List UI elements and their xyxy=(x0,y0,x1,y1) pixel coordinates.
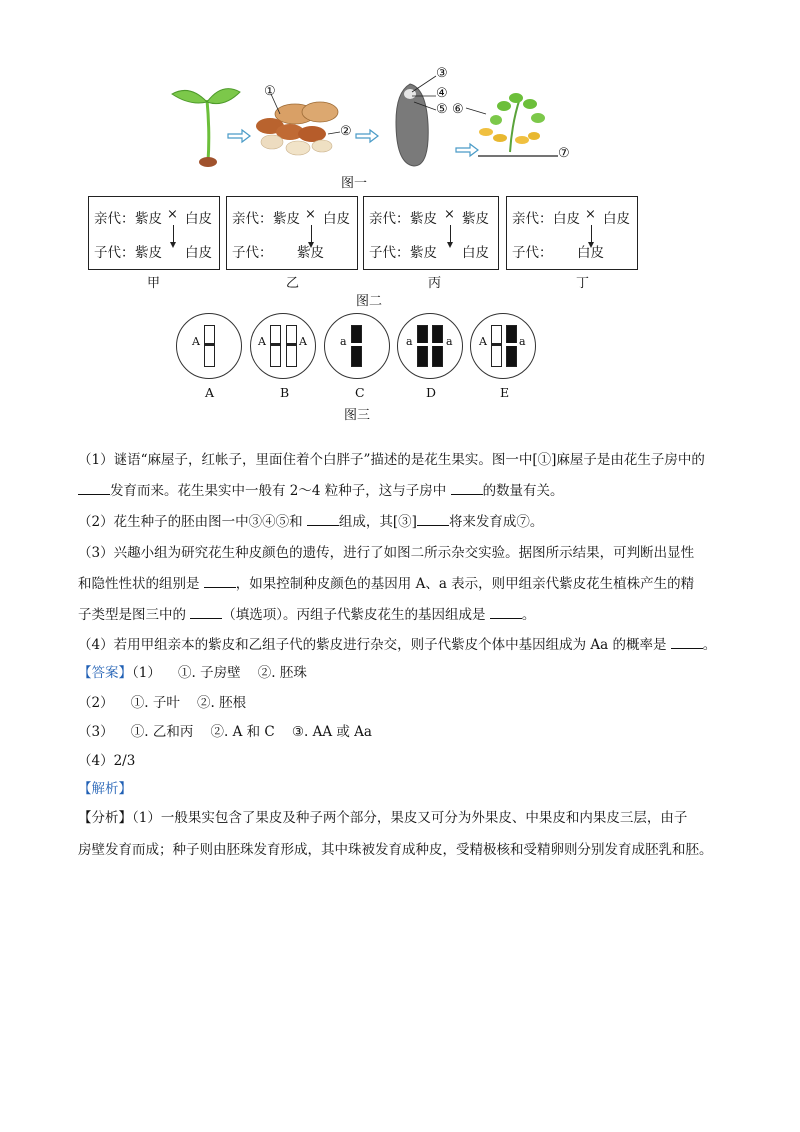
gene-right: a xyxy=(446,335,453,348)
chromosome-white-1 xyxy=(270,325,281,367)
figure-1-illustration xyxy=(160,62,580,172)
cross-symbol: × xyxy=(305,207,316,222)
question-3-line-2: 和隐性性状的组别是 ，如果控制种皮颜色的基因用 A、a 表示，则甲组亲代紫皮花生植株产生的精 xyxy=(78,576,695,592)
arrow-3 xyxy=(456,144,478,156)
parent-1: 白皮 xyxy=(553,211,580,227)
cross-name-ding: 丁 xyxy=(576,276,590,291)
parent-2: 白皮 xyxy=(603,211,630,227)
answer-blank xyxy=(204,575,236,588)
gene-left: A xyxy=(192,335,200,348)
peanut-seed-image xyxy=(396,76,436,166)
answer-line-3: （3） ①. 乙和丙 ②. A 和 C ③. AA 或 Aa xyxy=(78,724,372,740)
parent-1: 紫皮 xyxy=(273,211,300,227)
offspring-2: 白皮 xyxy=(185,245,212,261)
label-3: ③ xyxy=(436,66,448,81)
gene-right: a xyxy=(519,335,526,348)
cell-c xyxy=(324,313,390,379)
chromosome-black-1 xyxy=(417,325,428,367)
cell-a-label: A xyxy=(205,385,215,400)
offspring-1: 紫皮 xyxy=(297,245,324,261)
cross-box-jia xyxy=(88,196,220,270)
chromosome-white xyxy=(204,325,215,367)
question-4: （4）若用甲组亲本的紫皮和乙组子代的紫皮进行杂交，则子代紫皮个体中基因组成为 Aa 的概率是 。 xyxy=(78,637,717,653)
offspring-label: 子代： xyxy=(512,245,553,261)
answer-line-2: （2） ①. 子叶 ②. 胚根 xyxy=(78,695,247,711)
offspring-1: 白皮 xyxy=(577,245,604,261)
figure-2-caption: 图二 xyxy=(356,294,383,309)
question-1-line-1: （1）谜语“麻屋子，红帐子，里面住着个白胖子”描述的是花生果实。图一中[①]麻屋子是由花生子房中的 xyxy=(78,452,705,468)
offspring-label: 子代： xyxy=(232,245,273,261)
parent-2: 白皮 xyxy=(323,211,350,227)
figure-3-caption: 图三 xyxy=(344,408,371,423)
gene-left: A xyxy=(258,335,266,348)
parent-label: 亲代： xyxy=(512,211,553,227)
chromosome-black xyxy=(506,325,517,367)
cell-a xyxy=(176,313,242,379)
question-3-line-1: （3）兴趣小组为研究花生种皮颜色的遗传，进行了如图二所示杂交实验。据图所示结果，可判断出显性 xyxy=(78,545,695,561)
question-1-line-2: 发育而来。花生果实中一般有 2～4 粒种子，这与子房中 的数量有关。 xyxy=(78,481,564,501)
gene-left: a xyxy=(340,335,347,348)
parent-label: 亲代： xyxy=(232,211,273,227)
cross-name-yi: 乙 xyxy=(286,276,300,291)
cell-c-label: C xyxy=(355,385,365,400)
answer-line-4: （4）2/3 xyxy=(78,753,136,769)
question-2: （2）花生种子的胚由图一中③④⑤和 组成，其[③] 将来发育成⑦。 xyxy=(78,514,544,530)
cell-b-label: B xyxy=(280,385,290,400)
offspring-label: 子代： xyxy=(369,245,410,261)
parent-2: 白皮 xyxy=(185,211,212,227)
offspring-2: 白皮 xyxy=(462,245,489,261)
answer-blank xyxy=(190,606,222,619)
offspring-1: 紫皮 xyxy=(135,245,162,261)
parent-2: 紫皮 xyxy=(462,211,489,227)
question-3-line-3: 子类型是图三中的 （填选项）。丙组子代紫皮花生的基因组成是 。 xyxy=(78,607,536,623)
cell-e xyxy=(470,313,536,379)
cross-name-jia: 甲 xyxy=(147,276,161,291)
answer-blank xyxy=(307,513,339,526)
chromosome-black-2 xyxy=(432,325,443,367)
answer-blank xyxy=(417,513,449,526)
answer-blank xyxy=(671,636,703,649)
answer-line-1: 【答案】（1） ①. 子房壁 ②. 胚珠 xyxy=(78,665,307,681)
chromosome-black xyxy=(351,325,362,367)
cell-e-label: E xyxy=(500,385,510,400)
seedling-image xyxy=(172,89,240,167)
figure-1 xyxy=(160,62,580,172)
arrow-down xyxy=(450,225,451,243)
gene-left: A xyxy=(479,335,487,348)
chromosome-white xyxy=(491,325,502,367)
arrow-down xyxy=(173,225,174,243)
label-5: ⑤ xyxy=(436,102,448,117)
parent-1: 紫皮 xyxy=(410,211,437,227)
cross-box-bing xyxy=(363,196,499,270)
cross-symbol: × xyxy=(167,207,178,222)
analysis-line-1: 【分析】（1）一般果实包含了果皮及种子两个部分，果皮又可分为外果皮、中果皮和内果皮三层，由子 xyxy=(78,810,688,826)
cross-box-yi xyxy=(226,196,358,270)
cross-symbol: × xyxy=(585,207,596,222)
arrow-1 xyxy=(228,130,250,142)
analysis-tag: 【解析】 xyxy=(78,781,132,797)
peanut-plant-image xyxy=(466,93,558,156)
figure-1-caption: 图一 xyxy=(341,176,368,191)
gene-left: a xyxy=(406,335,413,348)
answer-blank xyxy=(78,482,110,495)
offspring-1: 紫皮 xyxy=(410,245,437,261)
cross-symbol: × xyxy=(444,207,455,222)
label-7: ⑦ xyxy=(558,146,570,161)
cell-d xyxy=(397,313,463,379)
analysis-line-2: 房壁发育而成；种子则由胚珠发育形成，其中珠被发育成种皮，受精极核和受精卵则分别发育成胚乳和胚。 xyxy=(78,842,713,858)
parent-label: 亲代： xyxy=(94,211,135,227)
answer-blank xyxy=(490,606,522,619)
cell-d-label: D xyxy=(426,385,437,400)
cross-name-bing: 丙 xyxy=(428,276,442,291)
label-2: ② xyxy=(340,124,352,139)
parent-1: 紫皮 xyxy=(135,211,162,227)
answer-tag: 【答案】 xyxy=(78,665,132,681)
chromosome-white-2 xyxy=(286,325,297,367)
offspring-label: 子代： xyxy=(94,245,135,261)
peanut-fruits-image xyxy=(256,94,340,155)
gene-right: A xyxy=(299,335,307,348)
label-1: ① xyxy=(264,84,276,99)
label-4: ④ xyxy=(436,86,448,101)
answer-blank xyxy=(451,482,483,495)
parent-label: 亲代： xyxy=(369,211,410,227)
cell-b xyxy=(250,313,316,379)
label-6: ⑥ xyxy=(452,102,464,117)
cross-box-ding xyxy=(506,196,638,270)
arrow-2 xyxy=(356,130,378,142)
